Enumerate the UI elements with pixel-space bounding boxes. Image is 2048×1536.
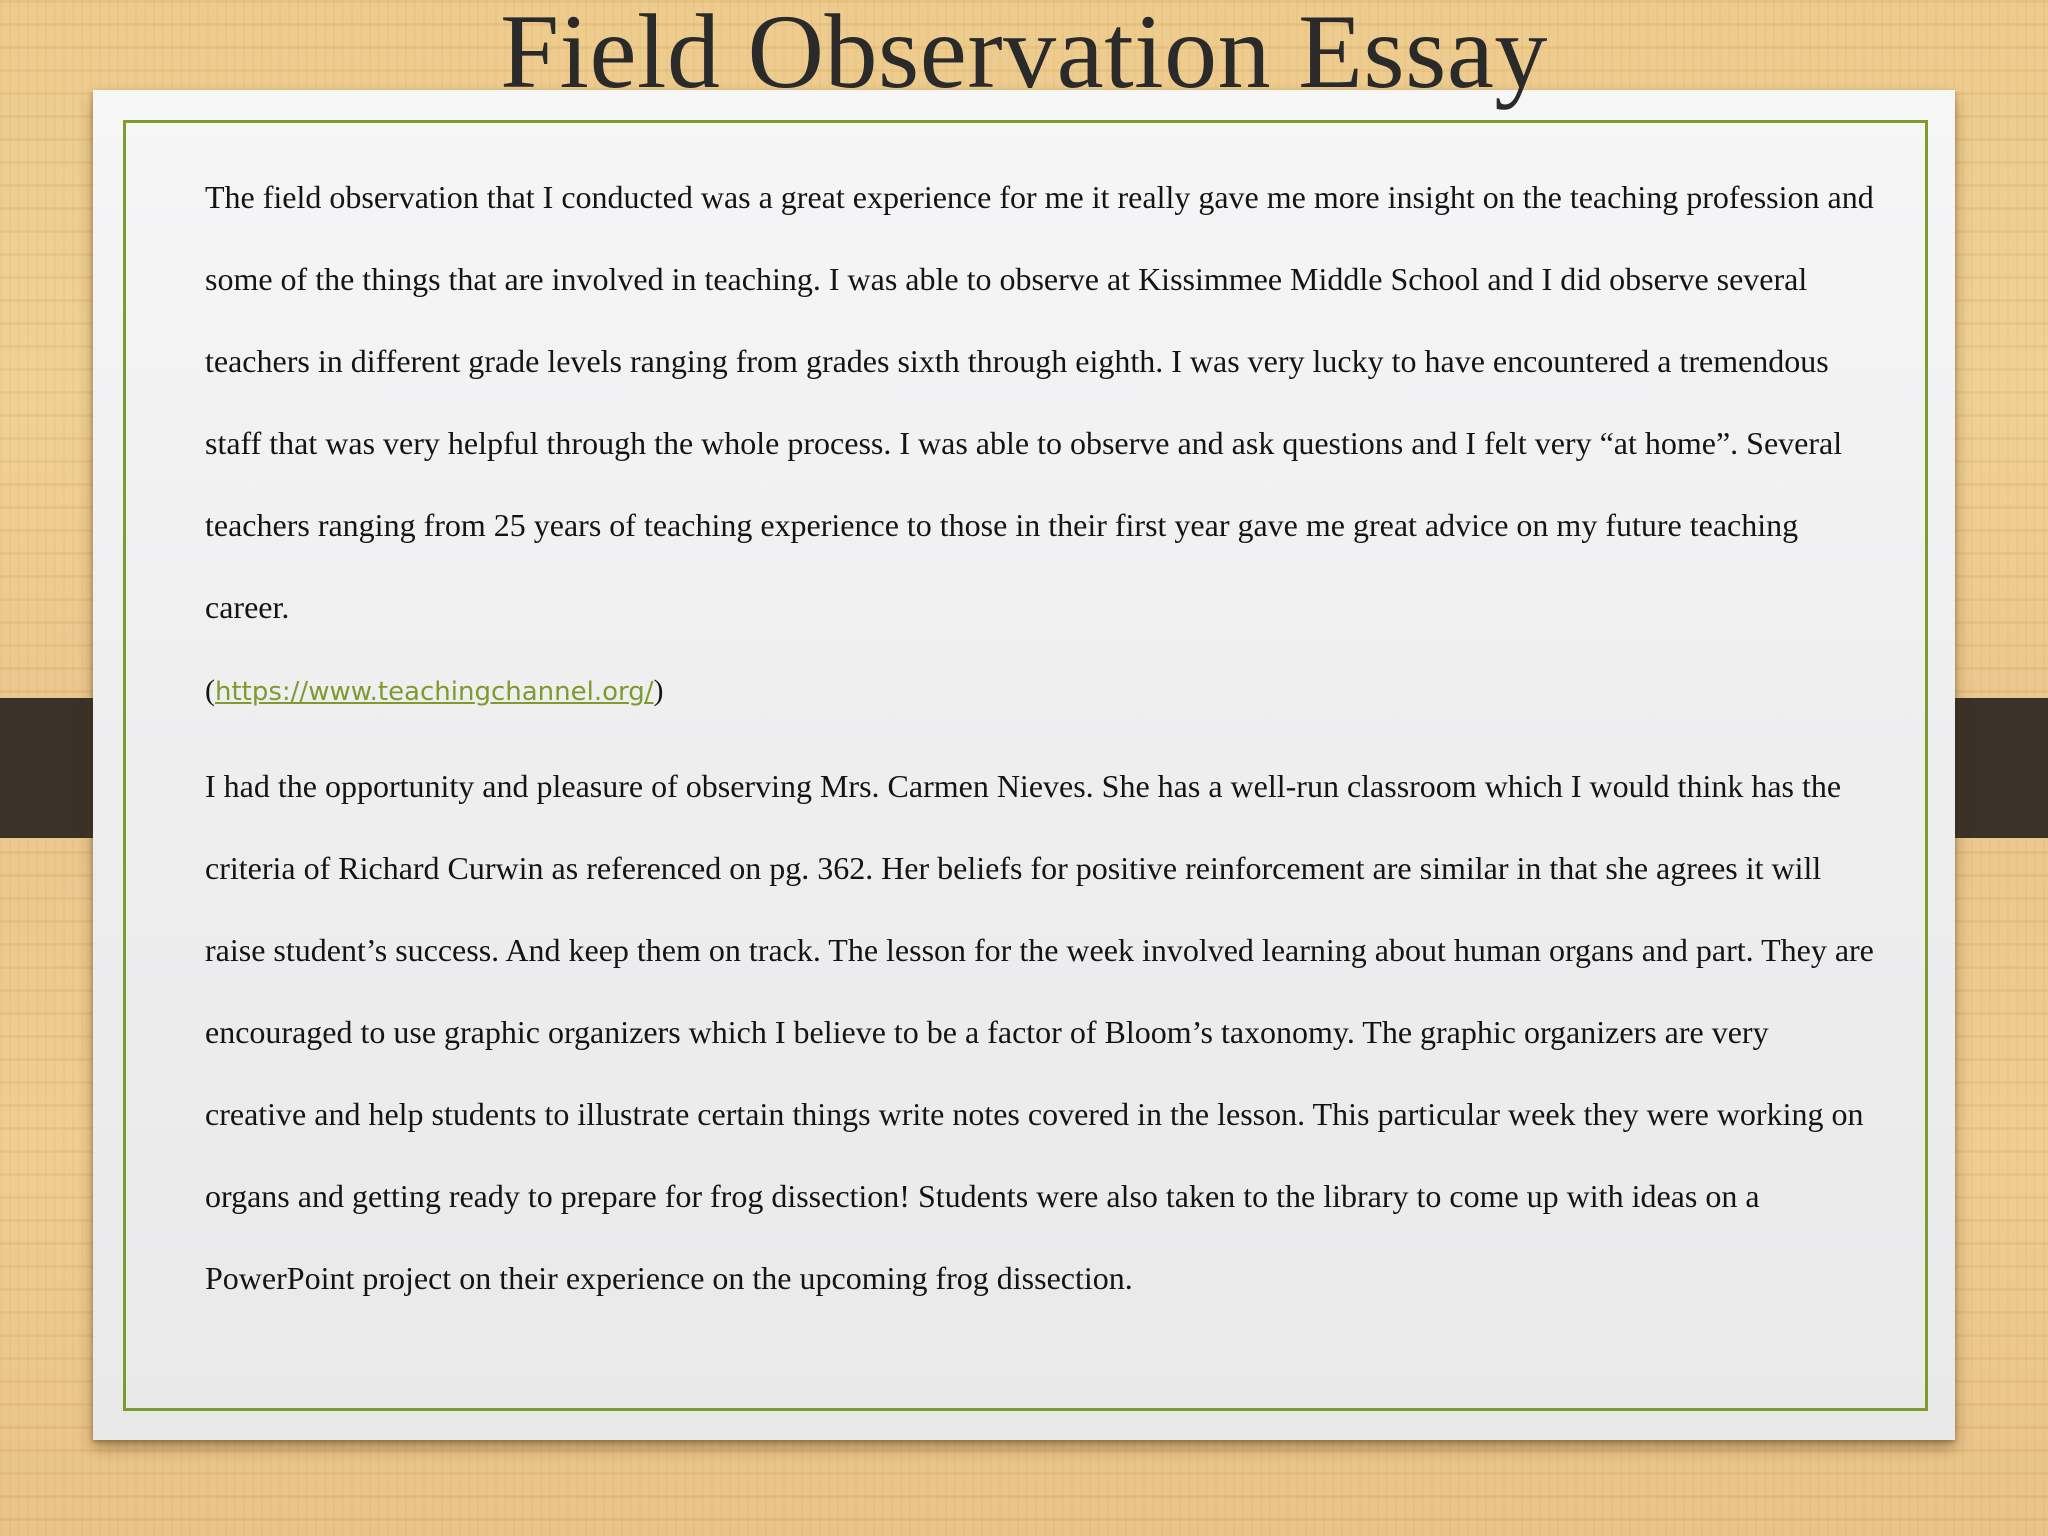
slide-title: Field Observation Essay [500, 0, 1548, 110]
paragraph-intro: The field observation that I conducted was a great experience for me it really gave me more insight on the teaching profession and some of the things that are involved in teaching. I was able to observe at Kissimmee Middle School and I did observe several teachers in different grade levels ranging from grades sixth through eighth. I was very lucky to have encountered a tremendous staff that was very helpful through the whole process. I was able to observe and ask questions and I felt very “at home”. Several teachers ranging from 25 years of teaching experience to those in their first year gave me great advice on my future teaching career. [205, 179, 1874, 625]
reference-line [205, 656, 1875, 727]
essay-body [205, 156, 1875, 1319]
reference-open-paren: ( [205, 674, 215, 707]
teachingchannel-link[interactable]: https://www.teachingchannel.org/ [215, 677, 654, 707]
paragraph-observation: I had the opportunity and pleasure of observing Mrs. Carmen Nieves. She has a well-run classroom which I would think has the criteria of Richard Curwin as referenced on pg. 362. Her beliefs for positive reinforcement are similar in that she agrees it will raise student’s success. And keep them on track. The lesson for the week involved learning about human organs and part. They are encouraged to use graphic organizers which I believe to be a factor of Bloom’s taxonomy. The graphic organizers are very creative and help students to illustrate certain things write notes covered in the lesson. This particular week they were working on organs and getting ready to prepare for frog dissection! Students were also taken to the library to come up with ideas on a PowerPoint project on their experience on the upcoming frog dissection. [205, 768, 1874, 1296]
reference-close-paren: ) [653, 674, 664, 707]
